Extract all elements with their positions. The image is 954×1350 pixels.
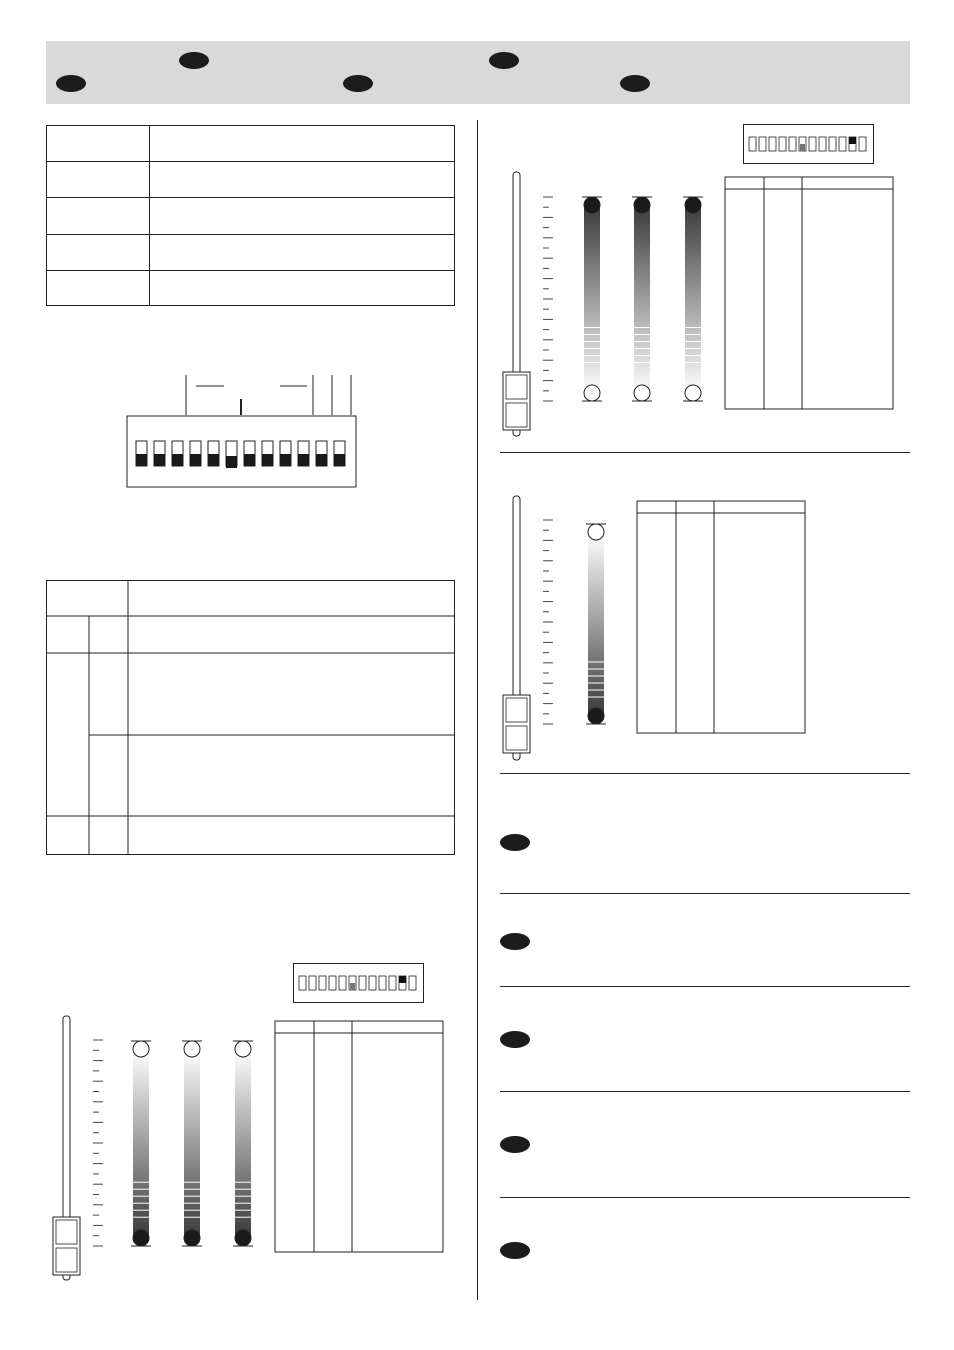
level-bar: [685, 205, 701, 393]
dip-switch-mark: [350, 983, 355, 990]
language-section-badge[interactable]: [500, 1136, 530, 1153]
dip-switch: [329, 976, 336, 990]
section-divider: [500, 773, 910, 774]
table-cell: [47, 198, 150, 235]
dip-switch: [309, 976, 316, 990]
dip-switch-on: [399, 976, 406, 983]
fader-knob-face: [56, 1248, 77, 1272]
language-badge[interactable]: [620, 75, 650, 92]
dmx-table: [725, 177, 893, 409]
dip-switch: [859, 137, 866, 151]
dip-switch-small: [293, 963, 425, 1004]
dip-switch: [829, 137, 836, 151]
dip-switch: [379, 976, 386, 990]
level-bar: [588, 532, 604, 716]
filled-dot: [184, 1230, 200, 1246]
dip-switch-mark: [800, 144, 805, 151]
language-badge[interactable]: [343, 75, 373, 92]
filled-dot: [235, 1230, 251, 1246]
dip-switch-on: [849, 137, 856, 144]
dip-switch: [759, 137, 766, 151]
level-bar: [235, 1049, 251, 1238]
section-divider: [500, 1091, 910, 1092]
dip-switch: [809, 137, 816, 151]
filled-dot: [634, 197, 650, 213]
language-section-badge[interactable]: [500, 834, 530, 851]
empty-dot: [588, 524, 604, 540]
spec-table: [46, 125, 455, 306]
empty-dot: [235, 1041, 251, 1057]
section-divider: [500, 986, 910, 987]
level-bar: [184, 1049, 200, 1238]
language-badge[interactable]: [56, 75, 86, 92]
fader-knob-face: [506, 698, 527, 722]
filled-dot: [685, 197, 701, 213]
language-section-badge[interactable]: [500, 1031, 530, 1048]
section-divider: [500, 893, 910, 894]
dip-switch: [779, 137, 786, 151]
fader-knob-face: [506, 403, 527, 427]
table-cell: [47, 235, 150, 271]
language-badge[interactable]: [179, 52, 209, 69]
section-divider: [500, 1197, 910, 1198]
fader-knob-face: [506, 726, 527, 750]
fader-diagram: [46, 1010, 456, 1285]
dip-switch: [389, 976, 396, 990]
fader-diagram: [496, 165, 906, 445]
empty-dot: [634, 385, 650, 401]
table-cell: [47, 162, 150, 198]
empty-dot: [685, 385, 701, 401]
dip-switch: [339, 976, 346, 990]
empty-dot: [133, 1041, 149, 1057]
dip-switch: [819, 137, 826, 151]
dip-switch: [409, 976, 416, 990]
empty-dot: [584, 385, 600, 401]
level-bar: [133, 1049, 149, 1238]
empty-dot: [184, 1041, 200, 1057]
table-cell: [47, 271, 150, 306]
language-section-badge[interactable]: [500, 933, 530, 950]
section-divider: [500, 452, 910, 453]
table-cell: [150, 162, 455, 198]
dmx-table: [637, 501, 805, 733]
fader-knob-face: [506, 375, 527, 399]
filled-dot: [133, 1230, 149, 1246]
table-cell: [150, 271, 455, 306]
dip-switch: [839, 137, 846, 151]
fader-knob-face: [56, 1220, 77, 1244]
language-section-badge[interactable]: [500, 1242, 530, 1259]
dip-switch: [789, 137, 796, 151]
dip-switch: [359, 976, 366, 990]
dip-switch: [319, 976, 326, 990]
table-cell: [150, 126, 455, 162]
column-divider: [477, 120, 478, 1300]
dip-switch: [299, 976, 306, 990]
fader-diagram: [496, 490, 906, 765]
mode-table: [46, 580, 456, 856]
language-badge[interactable]: [489, 52, 519, 69]
dmx-table: [275, 1021, 443, 1252]
level-bar: [584, 205, 600, 393]
dip-switch: [369, 976, 376, 990]
dip-switch: [749, 137, 756, 151]
table-cell: [150, 235, 455, 271]
filled-dot: [588, 708, 604, 724]
filled-dot: [584, 197, 600, 213]
dip-switch: [769, 137, 776, 151]
table-cell: [47, 126, 150, 162]
dip-switch-small: [743, 124, 875, 165]
level-bar: [634, 205, 650, 393]
table-cell: [150, 198, 455, 235]
dip-switch-diagram: [120, 370, 365, 495]
header-band: [46, 41, 910, 104]
